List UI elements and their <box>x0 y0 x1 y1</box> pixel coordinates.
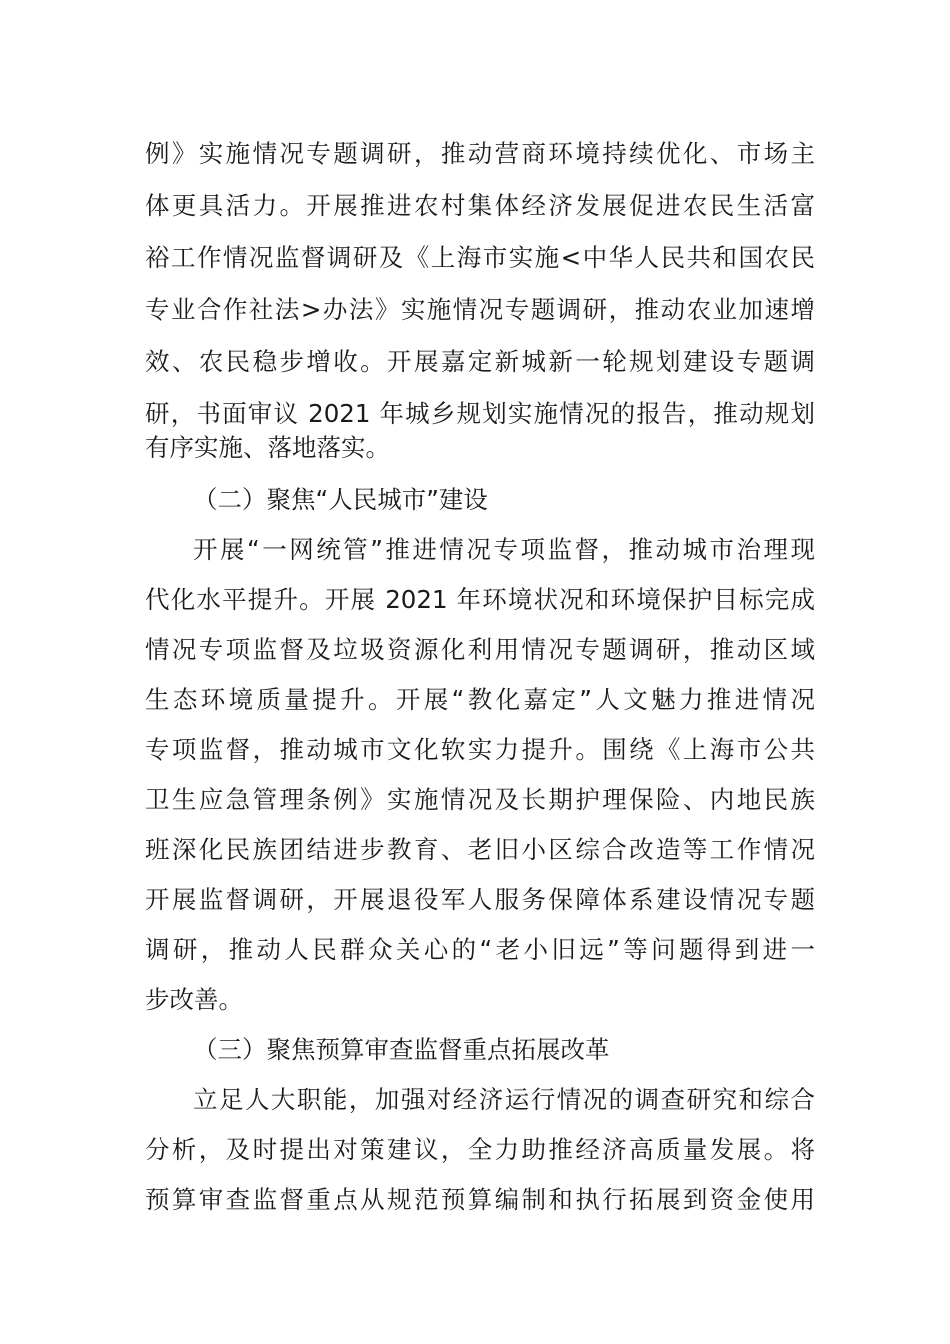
body-text-line: 例》实施情况专题调研，推动营商环境持续优化、市场主 <box>145 139 815 168</box>
body-text-line: 调研，推动人民群众关心的“老小旧远”等问题得到进一 <box>145 935 815 964</box>
body-text-line: 立足人大职能，加强对经济运行情况的调查研究和综合 <box>193 1085 815 1114</box>
body-text-line: 专项监督，推动城市文化软实力提升。围绕《上海市公共 <box>145 735 815 764</box>
body-text-line: 预算审查监督重点从规范预算编制和执行拓展到资金使用 <box>145 1185 815 1214</box>
body-text-line: 班深化民族团结进步教育、老旧小区综合改造等工作情况 <box>145 835 815 864</box>
body-text-line: 效、农民稳步增收。开展嘉定新城新一轮规划建设专题调 <box>145 347 815 376</box>
body-text-line: 情况专项监督及垃圾资源化利用情况专题调研，推动区域 <box>145 635 815 664</box>
body-text-line: 分析，及时提出对策建议，全力助推经济高质量发展。将 <box>145 1135 815 1164</box>
body-text-line: 生态环境质量提升。开展“教化嘉定”人文魅力推进情况 <box>145 685 815 714</box>
section-heading-2: （二）聚焦“人民城市”建设 <box>193 485 488 514</box>
body-text-line: 研，书面审议 2021 年城乡规划实施情况的报告，推动规划 <box>145 399 815 428</box>
body-text-line: 有序实施、落地落实。 <box>145 433 390 462</box>
body-text-line: 裕工作情况监督调研及《上海市实施<中华人民共和国农民 <box>145 243 815 272</box>
body-text-line: 体更具活力。开展推进农村集体经济发展促进农民生活富 <box>145 191 815 220</box>
body-text-line: 开展监督调研，开展退役军人服务保障体系建设情况专题 <box>145 885 815 914</box>
body-text-line: 开展“一网统管”推进情况专项监督，推动城市治理现 <box>193 535 815 564</box>
section-heading-3: （三）聚焦预算审查监督重点拓展改革 <box>193 1035 610 1064</box>
body-text-line: 专业合作社法>办法》实施情况专题调研，推动农业加速增 <box>145 295 815 324</box>
body-text-line: 卫生应急管理条例》实施情况及长期护理保险、内地民族 <box>145 785 815 814</box>
body-text-line: 步改善。 <box>145 985 243 1014</box>
body-text-line: 代化水平提升。开展 2021 年环境状况和环境保护目标完成 <box>145 585 815 614</box>
